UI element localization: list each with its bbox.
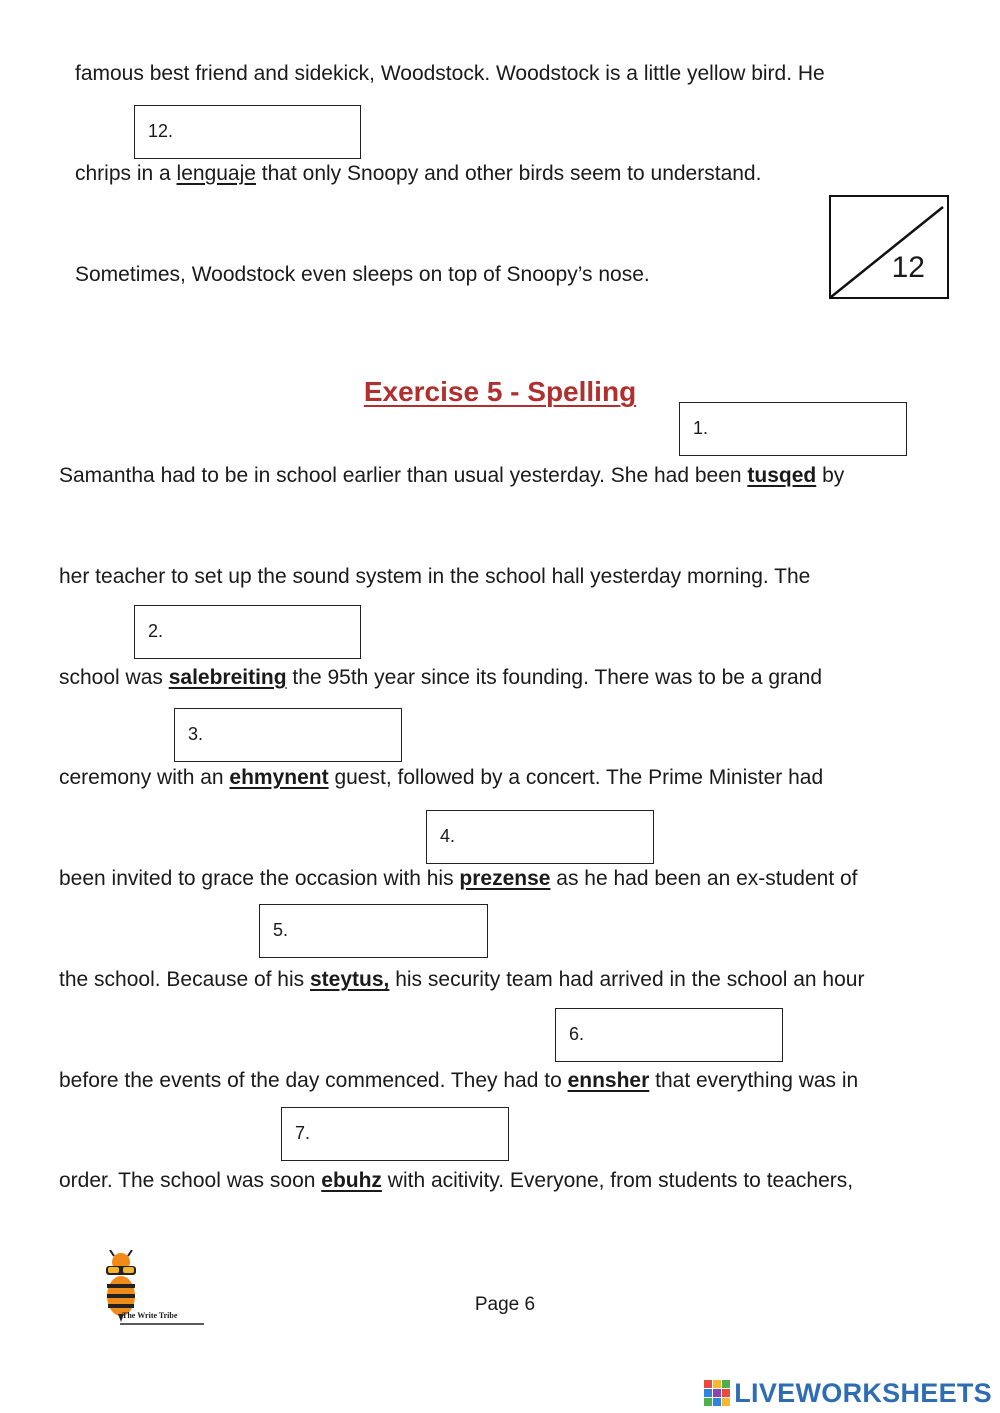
text-line-8	[59, 1168, 853, 1194]
misspelled-word-lenguaje: lenguaje	[176, 162, 256, 185]
answer-box-1[interactable]	[679, 402, 907, 456]
answer-box-1-label: 1.	[693, 418, 709, 438]
answer-box-4[interactable]	[426, 810, 654, 864]
answer-box-2[interactable]	[134, 605, 361, 659]
answer-input-12[interactable]	[175, 116, 352, 148]
page-number: Page 6	[474, 1294, 536, 1315]
answer-input-2[interactable]	[175, 616, 352, 648]
misspelled-word-7: ebuhz	[321, 1169, 382, 1192]
answer-input-7[interactable]	[322, 1118, 500, 1150]
text-segment: the 95th year since its founding. There was to be a grand	[286, 666, 823, 689]
text-line-4	[59, 765, 823, 791]
exercise-title: Exercise 5 - Spelling	[363, 376, 637, 407]
answer-input-3[interactable]	[215, 719, 393, 751]
text-line-1	[59, 463, 844, 489]
answer-box-6[interactable]	[555, 1008, 783, 1062]
answer-input-5[interactable]	[300, 915, 479, 947]
logo-text: The Write Tribe	[122, 1311, 178, 1320]
answer-box-7[interactable]	[281, 1107, 509, 1161]
text-segment: Samantha had to be in school earlier than usual yesterday. She had been	[59, 464, 748, 487]
misspelled-word-1: tusqed	[747, 464, 817, 487]
text-line-2: her teacher to set up the sound system in the school hall yesterday morning. The	[59, 565, 811, 588]
answer-input-4[interactable]	[467, 821, 645, 853]
text-line-woodstock-2	[75, 161, 761, 187]
answer-box-7-label: 7.	[295, 1123, 311, 1143]
text-segment: chrips in a	[75, 162, 177, 185]
text-segment: his security team had arrived in the school an hour	[389, 968, 865, 991]
text-segment: with acitivity. Everyone, from students to teachers,	[381, 1169, 854, 1192]
text-segment: before the events of the day commenced. They had to	[59, 1069, 568, 1092]
text-segment: ceremony with an	[59, 766, 230, 789]
text-segment: guest, followed by a concert. The Prime Minister had	[328, 766, 824, 789]
answer-box-12[interactable]	[134, 105, 361, 159]
answer-box-6-label: 6.	[569, 1024, 585, 1044]
answer-input-1[interactable]	[720, 413, 898, 445]
answer-box-2-label: 2.	[148, 621, 164, 641]
text-segment: order. The school was soon	[59, 1169, 322, 1192]
write-tribe-logo	[96, 1250, 206, 1328]
liveworksheets-icon	[704, 1380, 730, 1406]
text-line-woodstock-3: Sometimes, Woodstock even sleeps on top of Snoopy’s nose.	[75, 263, 650, 286]
text-segment: as he had been an ex-student of	[550, 867, 858, 890]
answer-box-3[interactable]	[174, 708, 402, 762]
answer-box-4-label: 4.	[440, 826, 456, 846]
misspelled-word-5: steytus,	[310, 968, 390, 991]
text-line-5	[59, 866, 858, 892]
misspelled-word-4: prezense	[459, 867, 551, 890]
misspelled-word-2: salebreiting	[168, 666, 287, 689]
text-line-woodstock-1: famous best friend and sidekick, Woodstock. Woodstock is a little yellow bird. He	[75, 62, 825, 85]
text-line-7	[59, 1068, 858, 1094]
text-line-6	[59, 967, 864, 993]
answer-box-5-label: 5.	[273, 920, 289, 940]
liveworksheets-text: LIVEWORKSHEETS	[734, 1377, 992, 1408]
score-divider-line	[831, 197, 951, 301]
text-segment: the school. Because of his	[59, 968, 310, 991]
score-total: 12	[891, 251, 925, 284]
misspelled-word-6: ennsher	[567, 1069, 650, 1092]
score-box	[829, 195, 949, 299]
text-segment: that everything was in	[649, 1069, 859, 1092]
misspelled-word-3: ehmynent	[229, 766, 329, 789]
liveworksheets-brand[interactable]	[704, 1378, 992, 1408]
answer-box-3-label: 3.	[188, 724, 204, 744]
text-segment: that only Snoopy and other birds seem to understand.	[255, 162, 762, 185]
text-segment: school was	[59, 666, 169, 689]
text-segment: by	[816, 464, 845, 487]
answer-box-12-label: 12.	[148, 121, 174, 141]
text-line-3	[59, 665, 822, 691]
answer-box-5[interactable]	[259, 904, 488, 958]
text-segment: been invited to grace the occasion with his	[59, 867, 460, 890]
answer-input-6[interactable]	[596, 1019, 774, 1051]
